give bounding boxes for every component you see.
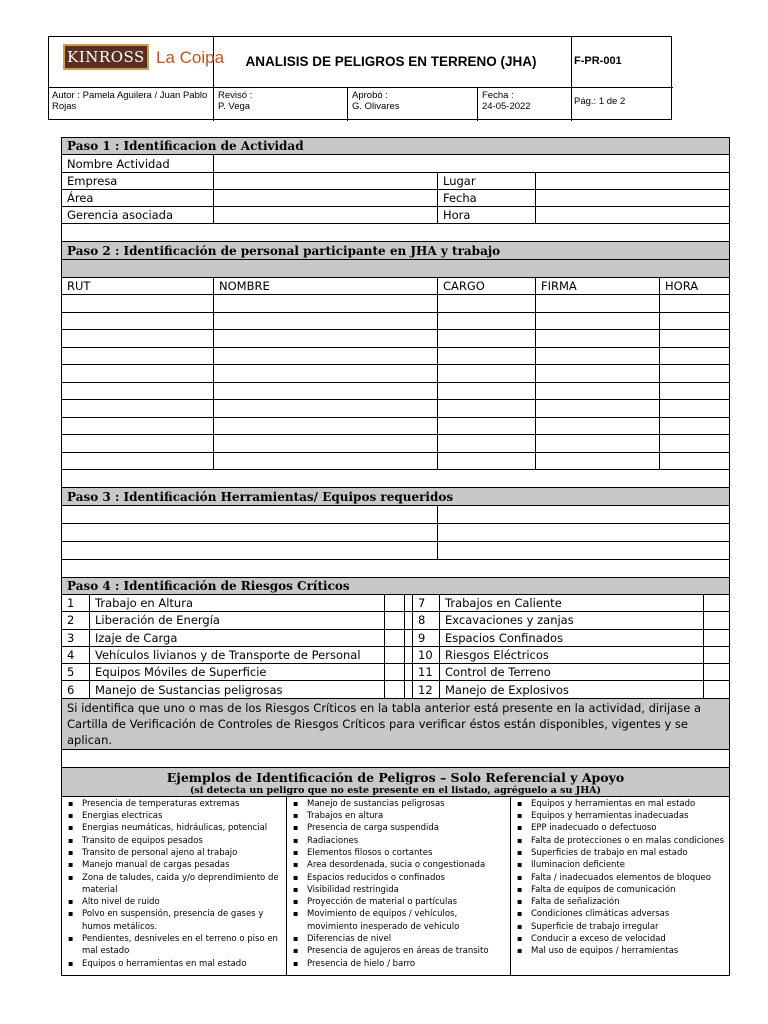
- example-item: ▪ Pendientes, desniveles en el terreno o piso en mal estado: [65, 933, 283, 958]
- personnel-cell[interactable]: [437, 435, 535, 452]
- tool-row: [62, 506, 729, 524]
- risk-checkbox[interactable]: [703, 664, 729, 680]
- activity-field[interactable]: [213, 155, 729, 172]
- risk-number: 4: [67, 648, 75, 663]
- examples-subtitle: (si detecta un peligro que no este presente en el listado, agréguelo a su JHA): [189, 784, 602, 796]
- personnel-cell[interactable]: [535, 365, 659, 382]
- risk-gap: [404, 595, 412, 611]
- examples-columns: [62, 797, 729, 975]
- reviewed-by: P. Vega: [218, 101, 251, 112]
- personnel-cell[interactable]: [213, 383, 437, 400]
- risk-row: [62, 681, 729, 698]
- document-date: 24-05-2022: [482, 101, 531, 112]
- document-code: F-PR-001: [574, 55, 622, 67]
- personnel-cell[interactable]: [213, 313, 437, 330]
- col-hora: HORA: [659, 278, 729, 294]
- example-item: ▪ Transito de equipos pesados: [65, 835, 283, 847]
- paso3-title: Paso 3 : Identificación Herramientas/ Equipos requeridos: [67, 489, 454, 504]
- tool-cell[interactable]: [437, 542, 729, 559]
- personnel-cell[interactable]: [213, 400, 437, 417]
- personnel-cell[interactable]: [213, 365, 437, 382]
- example-item: ▪ Visibilidad restringida: [290, 884, 507, 896]
- personnel-row: [62, 295, 729, 313]
- risk-checkbox[interactable]: [384, 681, 404, 697]
- risk-label: Excavaciones y zanjas: [439, 612, 703, 628]
- personnel-cell[interactable]: [213, 330, 437, 347]
- personnel-cell[interactable]: [659, 383, 729, 400]
- examples-header: [62, 768, 729, 797]
- personnel-cell[interactable]: [659, 365, 729, 382]
- example-item: ▪ Espacios reducidos o confinados: [290, 872, 507, 884]
- example-item: ▪ Diferencias de nivel: [290, 933, 507, 945]
- personnel-cell[interactable]: [659, 295, 729, 312]
- risk-label: Trabajos en Caliente: [439, 595, 703, 611]
- examples-col-1: [62, 797, 286, 975]
- personnel-cell[interactable]: [659, 400, 729, 417]
- personnel-cell[interactable]: [659, 418, 729, 435]
- example-item: ▪ Zona de taludes, caida y/o deprendimiento de material: [65, 872, 283, 897]
- personnel-row: [62, 435, 729, 453]
- example-item: ▪ Falta de equipos de comunicación: [514, 884, 726, 896]
- risk-number: 12: [412, 681, 439, 697]
- area-label: Área: [67, 191, 94, 205]
- risk-label: Izaje de Carga: [89, 630, 384, 646]
- risk-gap: [404, 681, 412, 697]
- activity-label: Nombre Actividad: [67, 156, 170, 171]
- risk-label: Riesgos Eléctricos: [439, 647, 703, 663]
- document-title: ANALISIS DE PELIGROS EN TERRENO (JHA): [245, 53, 537, 69]
- tool-cell[interactable]: [62, 506, 437, 523]
- risk-gap: [404, 647, 412, 663]
- risk-row: [62, 664, 729, 681]
- risk-checkbox[interactable]: [384, 647, 404, 663]
- paso3-header: [62, 488, 729, 506]
- management-label: Gerencia asociada: [67, 208, 174, 222]
- example-item: ▪ Trabajos en altura: [290, 810, 507, 822]
- personnel-cell[interactable]: [213, 348, 437, 365]
- risk-row: [62, 630, 729, 647]
- risk-gap: [404, 630, 412, 646]
- critical-risk-note: Si identifica que uno o mas de los Riesgos Críticos en la tabla anterior está presente en la actividad, dirijase a Cartilla de Verificación de Controles de Riesgos Críticos para verificar éstos están disponibles, vigentes y se aplican.: [62, 699, 729, 750]
- jha-form: [61, 137, 730, 976]
- risk-number: 11: [412, 664, 439, 680]
- personnel-cell[interactable]: [213, 435, 437, 452]
- risk-checkbox[interactable]: [384, 630, 404, 646]
- risk-number: 1: [67, 596, 75, 611]
- paso1-title: Paso 1 : Identificacion de Actividad: [67, 139, 304, 153]
- page-number: Pág.: 1 de 2: [574, 96, 626, 107]
- spacer-row: [62, 560, 729, 578]
- risk-checkbox[interactable]: [384, 664, 404, 680]
- risk-number: 9: [412, 630, 439, 646]
- example-item: ▪ Manejo manual de cargas pesadas: [65, 859, 283, 871]
- risk-number: 2: [67, 613, 75, 628]
- personnel-cell[interactable]: [213, 295, 437, 312]
- risk-checkbox[interactable]: [703, 681, 729, 697]
- paso4-title: Paso 4 : Identificación de Riesgos Críticos: [67, 579, 350, 593]
- personnel-cell[interactable]: [62, 383, 213, 400]
- personnel-cell[interactable]: [62, 295, 213, 312]
- company-label: Empresa: [67, 174, 118, 188]
- place-field[interactable]: [535, 173, 729, 189]
- personnel-cell[interactable]: [437, 313, 535, 330]
- personnel-cell[interactable]: [659, 348, 729, 365]
- tool-cell[interactable]: [62, 524, 437, 541]
- personnel-cell[interactable]: [535, 400, 659, 417]
- personnel-cell[interactable]: [535, 348, 659, 365]
- tool-row: [62, 524, 729, 542]
- example-item: ▪ Presencia de temperaturas extremas: [65, 798, 283, 810]
- example-item: ▪ Superficie de trabajo irregular: [514, 921, 726, 933]
- paso2-gray-row: [62, 260, 729, 278]
- risk-row: [62, 595, 729, 612]
- example-item: ▪ Manejo de sustancias peligrosas: [290, 798, 507, 810]
- date-label: Fecha :: [482, 90, 514, 101]
- personnel-row: [62, 453, 729, 471]
- kinross-logo: KINROSS: [63, 44, 149, 70]
- example-item: ▪ Mal uso de equipos / herramientas: [514, 945, 726, 957]
- example-item: ▪ Proyección de material o partículas: [290, 896, 507, 908]
- paso1-row-company: [62, 173, 729, 190]
- example-item: ▪ Presencia de agujeros en áreas de transito: [290, 945, 507, 957]
- time-label: Hora: [437, 207, 535, 223]
- personnel-cell[interactable]: [62, 453, 213, 470]
- example-item: ▪ Energias electricas: [65, 810, 283, 822]
- personnel-row: [62, 330, 729, 348]
- examples-col-3: [510, 797, 729, 975]
- example-item: ▪ EPP inadecuado o defectuoso: [514, 822, 726, 834]
- personnel-row: [62, 418, 729, 436]
- personnel-cell[interactable]: [659, 313, 729, 330]
- date-field-label: Fecha: [437, 190, 535, 206]
- risk-label: Vehículos livianos y de Transporte de Personal: [89, 647, 384, 663]
- personnel-cell[interactable]: [62, 400, 213, 417]
- personnel-row: [62, 348, 729, 366]
- personnel-cell[interactable]: [659, 435, 729, 452]
- tool-cell[interactable]: [437, 524, 729, 541]
- example-item: ▪ Falta de señalización: [514, 896, 726, 908]
- risk-row: [62, 647, 729, 664]
- paso4-header: [62, 578, 729, 595]
- col-firma: FIRMA: [535, 278, 659, 294]
- personnel-cell[interactable]: [213, 418, 437, 435]
- risk-checkbox[interactable]: [703, 612, 729, 628]
- risk-checkbox[interactable]: [703, 595, 729, 611]
- personnel-cell[interactable]: [535, 418, 659, 435]
- risk-label: Equipos Móviles de Superficie: [89, 664, 384, 680]
- example-item: ▪ Movimiento de equipos / vehículos, movimiento inesperado de vehiculo: [290, 908, 507, 933]
- risk-label: Trabajo en Altura: [89, 595, 384, 611]
- risk-gap: [404, 612, 412, 628]
- reviewed-label: Revisó :: [218, 90, 253, 101]
- tool-row: [62, 542, 729, 560]
- example-item: ▪ Polvo en suspensión, presencia de gases y humos metálicos.: [65, 908, 283, 933]
- paso1-header: [62, 138, 729, 155]
- company-field[interactable]: [213, 173, 437, 189]
- risk-label: Manejo de Sustancias peligrosas: [89, 681, 384, 697]
- personnel-cell[interactable]: [659, 453, 729, 470]
- example-item: ▪ Falta de protecciones o en malas condiciones: [514, 835, 726, 847]
- la-coipa-logo: La Coipa: [156, 48, 225, 67]
- personnel-cell[interactable]: [535, 295, 659, 312]
- risk-gap: [404, 664, 412, 680]
- personnel-cell[interactable]: [535, 330, 659, 347]
- personnel-cell[interactable]: [535, 313, 659, 330]
- example-item: ▪ Transito de personal ajeno al trabajo: [65, 847, 283, 859]
- example-item: ▪ Equipos y herramientas inadecuadas: [514, 810, 726, 822]
- personnel-cell[interactable]: [437, 330, 535, 347]
- personnel-cell[interactable]: [437, 400, 535, 417]
- paso1-row-management: [62, 207, 729, 224]
- risk-number: 10: [412, 647, 439, 663]
- personnel-row: [62, 313, 729, 331]
- example-item: ▪ Superficies de trabajo en mal estado: [514, 847, 726, 859]
- example-item: ▪ Equipos y herramientas en mal estado: [514, 798, 726, 810]
- personnel-cell[interactable]: [437, 348, 535, 365]
- personnel-cell[interactable]: [659, 330, 729, 347]
- risk-number: 7: [412, 595, 439, 611]
- personnel-cell[interactable]: [62, 330, 213, 347]
- time-field[interactable]: [535, 207, 729, 223]
- col-rut: RUT: [67, 279, 91, 293]
- paso2-column-headers: [62, 278, 729, 295]
- approved-by: G. Olivares: [352, 101, 400, 112]
- risk-label: Manejo de Explosivos: [439, 681, 703, 697]
- example-item: ▪ Area desordenada, sucia o congestionada: [290, 859, 507, 871]
- area-field[interactable]: [213, 190, 437, 206]
- example-item: ▪ Elementos filosos o cortantes: [290, 847, 507, 859]
- personnel-cell[interactable]: [213, 453, 437, 470]
- risk-label: Control de Terreno: [439, 664, 703, 680]
- col-nombre: NOMBRE: [213, 278, 437, 294]
- example-item: ▪ Presencia de hielo / barro: [290, 958, 507, 970]
- examples-col-2: [286, 797, 510, 975]
- example-item: ▪ Presencia de carga suspendida: [290, 822, 507, 834]
- paso2-title: Paso 2 : Identificación de personal participante en JHA y trabajo: [67, 243, 501, 258]
- paso1-row-activity: [62, 155, 729, 173]
- approved-label: Aprobó :: [352, 90, 388, 101]
- paso1-row-area: [62, 190, 729, 207]
- personnel-cell[interactable]: [62, 435, 213, 452]
- management-field[interactable]: [213, 207, 437, 223]
- col-cargo: CARGO: [437, 278, 535, 294]
- spacer-row: [62, 224, 729, 242]
- place-label: Lugar: [437, 173, 535, 189]
- risk-number: 8: [412, 612, 439, 628]
- risk-checkbox[interactable]: [384, 595, 404, 611]
- personnel-cell[interactable]: [437, 383, 535, 400]
- risk-label: Liberación de Energía: [89, 612, 384, 628]
- risk-checkbox[interactable]: [703, 630, 729, 646]
- risk-checkbox[interactable]: [384, 612, 404, 628]
- personnel-cell[interactable]: [62, 348, 213, 365]
- risk-row: [62, 612, 729, 629]
- personnel-cell[interactable]: [535, 453, 659, 470]
- personnel-cell[interactable]: [535, 435, 659, 452]
- examples-title: Ejemplos de Identificación de Peligros – Solo Referencial y Apoyo: [166, 769, 625, 785]
- personnel-row: [62, 365, 729, 383]
- paso2-header: [62, 242, 729, 260]
- personnel-row: [62, 400, 729, 418]
- tool-cell[interactable]: [62, 542, 437, 559]
- personnel-cell[interactable]: [535, 383, 659, 400]
- risk-number: 5: [67, 665, 75, 680]
- tool-cell[interactable]: [437, 506, 729, 523]
- example-item: ▪ Alto nivel de ruido: [65, 896, 283, 908]
- personnel-cell[interactable]: [437, 418, 535, 435]
- author: Autor : Pamela Aguilera / Juan Pablo Rojas: [52, 90, 208, 112]
- risk-label: Espacios Confinados: [439, 630, 703, 646]
- personnel-cell[interactable]: [437, 295, 535, 312]
- example-item: ▪ Equipos o herramientas en mal estado: [65, 958, 283, 970]
- example-item: ▪ Condiciones climáticas adversas: [514, 908, 726, 920]
- personnel-cell[interactable]: [437, 365, 535, 382]
- spacer-row: [62, 750, 729, 768]
- personnel-cell[interactable]: [437, 453, 535, 470]
- risk-number: 6: [67, 682, 75, 697]
- example-item: ▪ Energias neumáticas, hidráulicas, potencial: [65, 822, 283, 834]
- example-item: ▪ Radiaciones: [290, 835, 507, 847]
- personnel-cell[interactable]: [62, 365, 213, 382]
- personnel-cell[interactable]: [62, 313, 213, 330]
- risk-checkbox[interactable]: [703, 647, 729, 663]
- risk-number: 3: [67, 630, 75, 645]
- spacer-row: [62, 470, 729, 488]
- personnel-row: [62, 383, 729, 401]
- example-item: ▪ Falta / inadecuados elementos de bloqueo: [514, 872, 726, 884]
- date-field[interactable]: [535, 190, 729, 206]
- personnel-cell[interactable]: [62, 418, 213, 435]
- example-item: ▪ Iluminacion deficiente: [514, 859, 726, 871]
- example-item: ▪ Conducir a exceso de velocidad: [514, 933, 726, 945]
